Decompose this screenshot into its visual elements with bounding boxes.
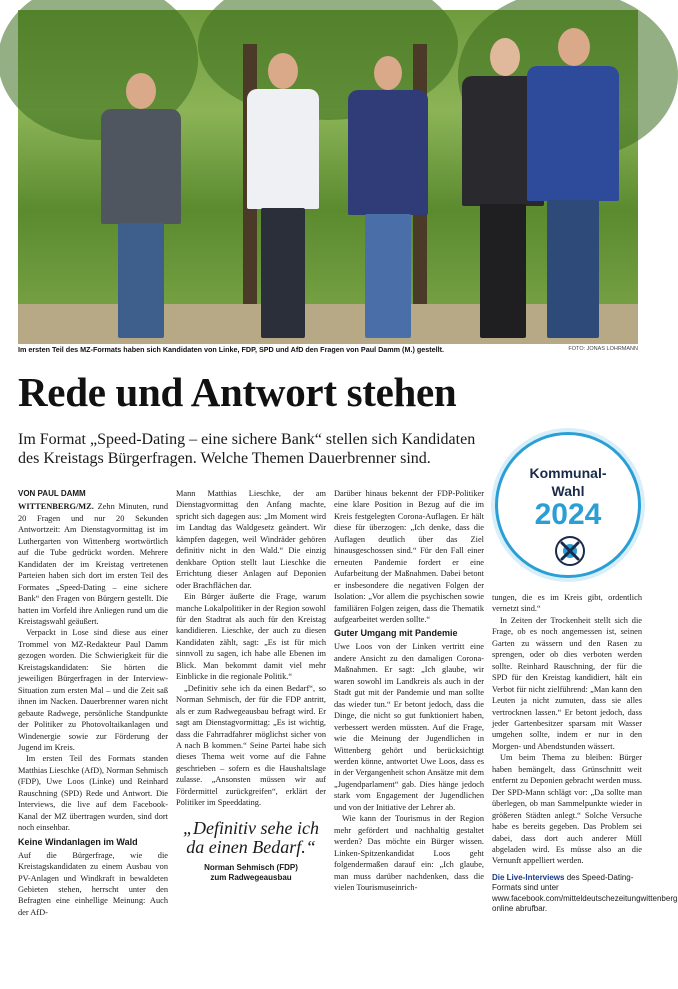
article-column-3 [334, 488, 484, 893]
paragraph: Im ersten Teil des Formats standen Matthias Lieschke (AfD), Norman Sehmisch (FDP), Uwe Loos (Linke) und Reinhard Rauschning (SPD) Rede und Antwort. Die Interviews, die live auf dem Facebook-Kanal der MZ übertragen wurden, sind dort noch einsehbar. [18, 754, 168, 833]
paragraph: Mann Matthias Lieschke, der am Dienstagvormittag den Anfang machte, spricht sich dagegen aus: „Im Moment wird im Landtag das Waldgesetz geändert. Wir kämpfen dagegen, weil Windräder gehören definitiv nicht in den Wald.“ Die einzig denkbare Option stellt laut Lieschke die Errichtung dieser Anlagen auf Deponien oder Brachflächen dar. [176, 489, 326, 590]
badge-year: 2024 [534, 498, 602, 531]
photo-caption: Im ersten Teil des MZ-Formats haben sich Kandidaten von Linke, FDP, SPD und AfD den Fragen von Paul Damm (M.) gestellt. [18, 345, 444, 354]
paragraph: Ein Bürger äußerte die Frage, warum manche Lokalpolitiker in der Region sowohl für den Stadtrat als auch für den Kreistag kandidieren. Lieschke, der auch zu diesen Kandidaten zählt, sagt: „Es ist für mich sinnvoll zu sagen, ich habe alle Ebenen im Blick. Man bekommt damit viel mehr Einblicke in die regionale Politik.“ [176, 592, 326, 682]
paragraph: Um beim Thema zu bleiben: Bürger haben bemängelt, dass Grünschnitt weit entfernt zu Deponien gebracht werden muss. Der SPD-Mann schlägt vor: „Da sollte man überlegen, ob man Sammelpunkte wieder in größeren Städten anlegt.“ Solche Versuche habe es bereits gegeben. Das Problem sei dabei, dass dort auch anderer Müll abgeladen wird. Es müsse also an die Vernunft appelliert werden. [492, 753, 642, 866]
photo-credit: FOTO: JONAS LOHRMANN [568, 346, 638, 352]
headline: Rede und Antwort stehen [18, 369, 457, 415]
person-5 [523, 28, 623, 338]
paragraph: Verpackt in Lose sind diese aus einer Trommel von MZ-Redakteur Paul Damm gezogen worden. Die Schwierigkeit für die Kreistagskandidaten: Sie hörten die jeweiligen Bürgerfragen in der Interview-Situation zum ersten Mal – und die Zeit saß ihnen im Nacken. Dauerbrenner waren nicht gebaute Radwege, persönliche Standpunkte der Politiker zu Photovoltaikanlagen und Windenergie sowie zur Förderung der Jugend im Kreis. [18, 628, 168, 752]
article-column-2 [176, 488, 326, 883]
person-2 [243, 53, 323, 338]
paragraph: Wie kann der Tourismus in der Region mehr gefördert und nachhaltig gestaltet werden? Das möchte ein Bürger wissen. Linken-Spitzenkandidat Loos geht folgendermaßen darauf ein: „Ich glaube, man muss darüber nachdenken, dass die vielen Tourismuseinrich- [334, 814, 484, 892]
paragraph: tungen, die es im Kreis gibt, ordentlich vernetzt sind.“ [492, 593, 642, 614]
live-interview-note [492, 872, 678, 915]
article-photo [18, 10, 638, 344]
paragraph: Auf die Bürgerfrage, wie die Kreistagskandidaten zu einem Ausbau von PV-Anlagen und Windkraft in bewaldeten Gebieten stehen, herrscht unter den Befragten eine einhellige Meinung: Auch der AfD- [18, 850, 168, 917]
note-bold: Die Live-Interviews [492, 872, 565, 882]
person-3 [343, 56, 433, 338]
ballot-cross-icon [555, 536, 585, 566]
paragraph [18, 501, 168, 627]
article-column-1 [18, 488, 168, 918]
subheading: Guter Umgang mit Pandemie [334, 628, 458, 639]
badge-line-2: Wahl [551, 483, 585, 499]
badge-line-1: Kommunal- [529, 465, 607, 481]
subheading: Keine Windanlagen im Wald [18, 836, 138, 847]
pull-quote-author-context: zum Radwegeausbau [210, 872, 292, 882]
note-text: des Speed-Dating-Formats sind unter www.facebook.com/mitteldeutschezeitungwittenberg online abrufbar. [492, 872, 678, 914]
pull-quote [176, 819, 326, 883]
standfirst: Im Format „Speed-Dating – eine sichere Bank“ stellen sich Kandidaten des Kreistags Bürgerfragen. Welche Themen Dauerbrenner sind. [18, 431, 476, 467]
article-column-4 [492, 592, 678, 915]
paragraph-text: Zehn Minuten, rund 20 Fragen und nur 20 Sekunden Antwortzeit: Am Dienstagvormittag ist im Luthergarten von Wittenberg wortwörtlich auf die Tube gedrückt worden. Mehrere Kandidaten der im Kreistag vertretenen Parteien haben sich dort im ersten Teil des Formates „Speed-Dating – eine sichere Bank“ den Fragen von Bürgern gestellt. Die hatten im Vorfeld ihre Anliegen rund um die Kreistagswahl geäußert. [18, 502, 168, 626]
election-badge [495, 432, 641, 578]
paragraph: „Definitiv sehe ich da einen Bedarf“, so Norman Sehmisch, der für die FDP antritt, als er zum Radwegeausbau befragt wird. Er sagt am Dienstagvormittag: „Es ist wichtig, dass die Fahrradfahrer möglichst sicher von A nach B kommen.“ Seine Partei habe sich dieses Thema weit vorne auf die Fahne geschrieben – sofern es die Haushaltslage zulasse. „Ansonsten müssen wir auf Fördermittel zurückgreifen“, erklärt der Politiker im Speeddating. [176, 683, 326, 808]
paragraph: Uwe Loos von der Linken vertritt eine andere Ansicht zu den damaligen Corona-Maßnahmen. Er sagt: „Ich glaube, wir waren sowohl im Landkreis als auch in der Stadt gut mit der Pandemie und man sollte das wieder tun.“ Er betont jedoch, dass die Dinge, die nicht so gut funktioniert haben, verbessert werden müssten. Auf die Frage, wie die Meinung der Jugendlichen in Wittenberg gehört und berücksichtigt werden könne, antwortet Uwe Loos, dass es in der Vergangenheit schon Ansätze mit dem „Jugendparlament“ gab. Dies hänge jedoch stark vom Engagement der Jugendlichen und von der Initiative der Lehrer ab. [334, 642, 484, 812]
person-1 [96, 73, 186, 338]
pull-quote-text: „Definitiv sehe ich da einen Bedarf.“ [183, 817, 319, 857]
pull-quote-author-name: Norman Sehmisch (FDP) [204, 862, 298, 872]
paragraph: Darüber hinaus bekennt der FDP-Politiker eine klare Position in Bezug auf die im Kreis festgelegten Corona-Auflagen. Er hält diese für überzogen: „Ich denke, dass die Auflagen deutlich über das Ziel hinausgeschossen sind.“ Für den Fall einer erneuten Pandemie fordert er eine Aufarbeitung der Maßnahmen. Dabei betont er insbesondere die negativen Folgen der Isolation: „Vor allem die psychischen sowie familiären Folgen zeigen, dass die Thematik aufgearbeitet werden sollte.“ [334, 489, 484, 624]
byline: VON PAUL DAMM [18, 489, 86, 498]
paragraph: In Zeiten der Trockenheit stellt sich die Frage, ob es noch angemessen ist, seinen Garten zu wässern und den Rasen zu sprengen, oder ob dies verboten werden sollte. Reinhard Rauschning, der für die SPD für den Kreistag kandidiert, hält ein Verbot für nicht zielführend: „Man kann den Leuten ja nicht zumuten, dass sie alles vertrocknen lassen.“ Er betont jedoch, dass jeder Gartenbesitzer sparsam mit Wasser umgehen sollte, indem er nur in den Morgen- und Abendstunden wässert. [492, 615, 642, 751]
dateline: WITTENBERG/MZ. [18, 502, 94, 512]
pull-quote-author [176, 863, 326, 883]
